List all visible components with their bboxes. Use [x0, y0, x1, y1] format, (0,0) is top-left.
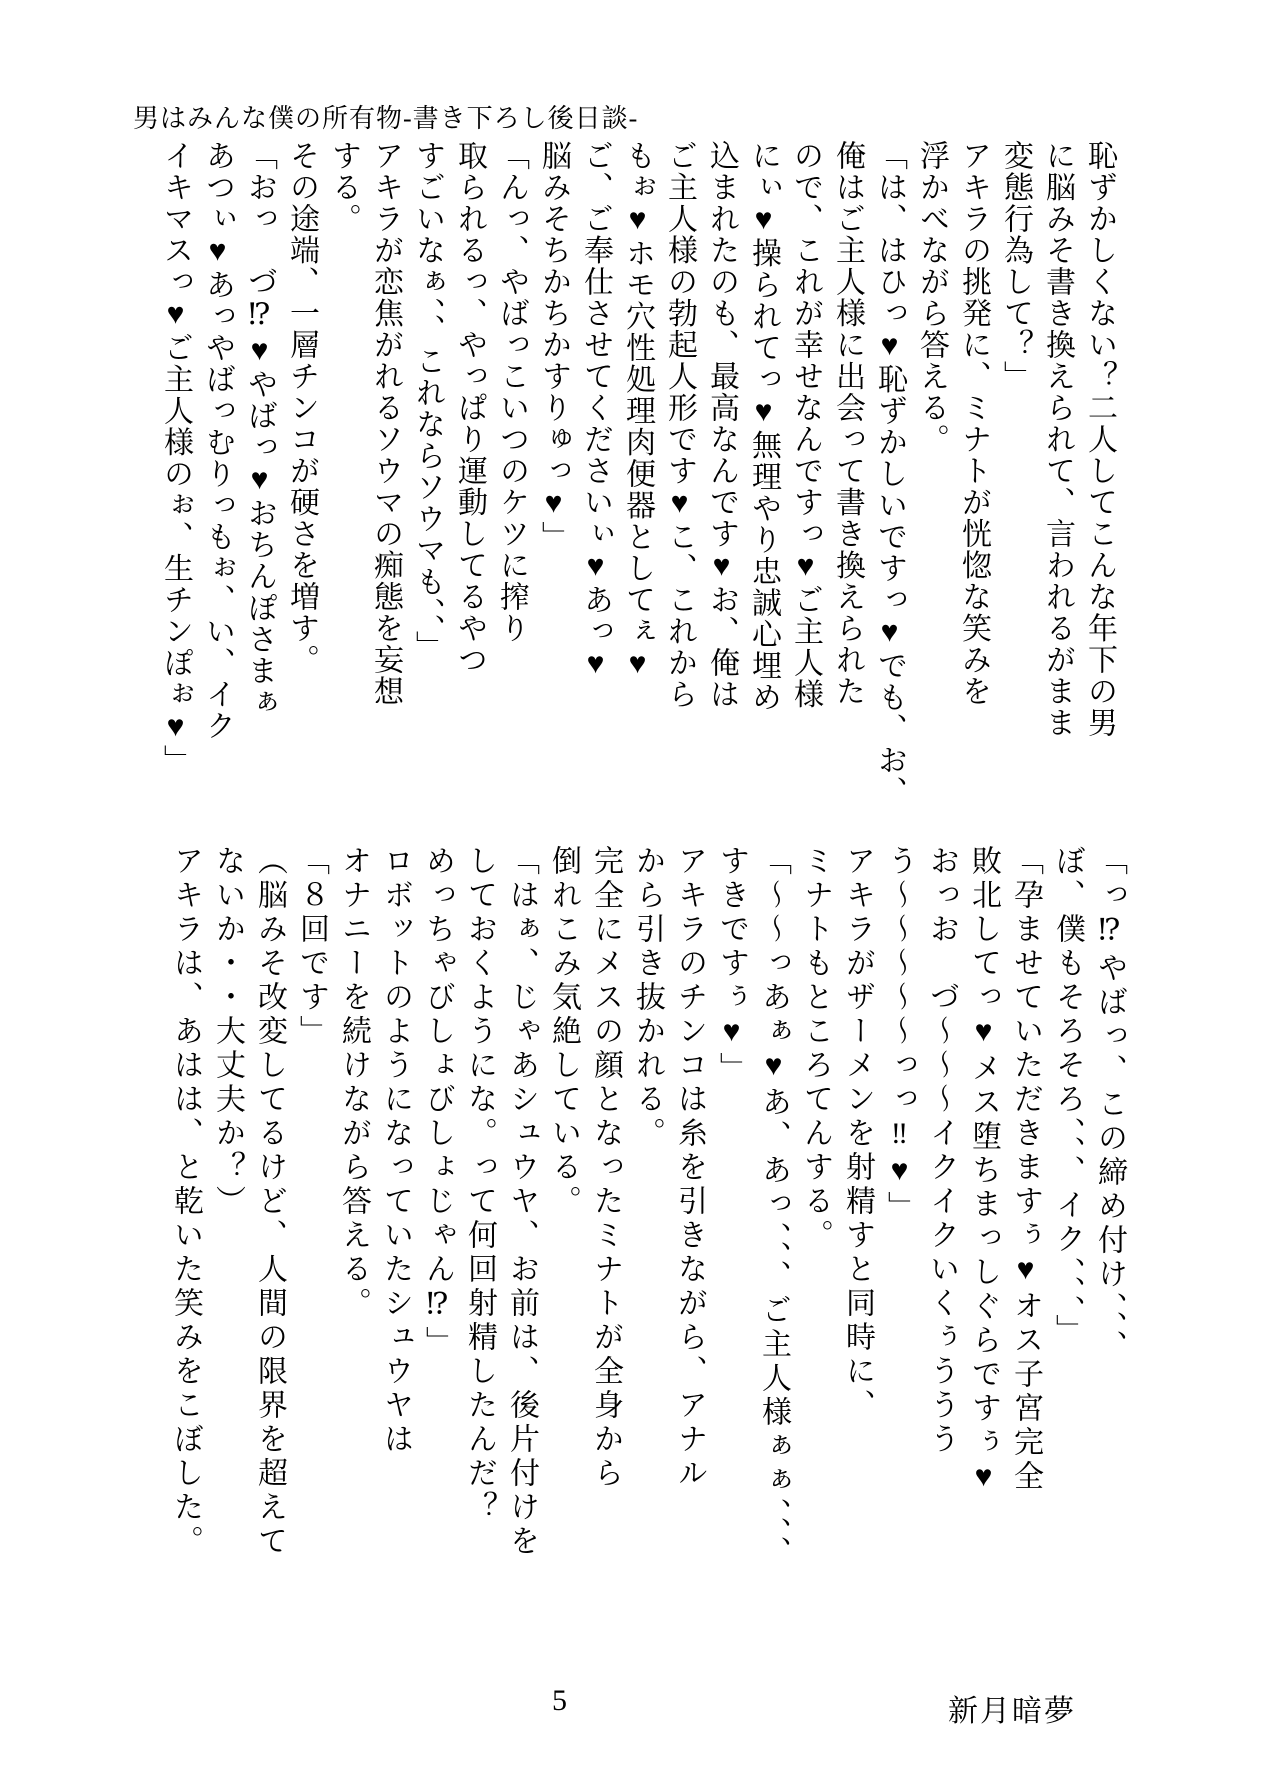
text-column: に脳みそ書き換えられて、言われるがまま [1041, 140, 1074, 739]
text-column: 「っ⁉やばっ、この締め付け、、、 [1093, 845, 1126, 1364]
header-title: 男はみんな僕の所有物-書き下ろし後日談- [133, 104, 639, 133]
text-column: 恥ずかしくない？二人してこんな年下の男 [1083, 140, 1116, 739]
text-column: ので、これが幸せなんですっ♥ご主人様 [789, 140, 822, 710]
text-column: 浮かべながら答える。 [915, 140, 948, 455]
text-column: 完全にメスの顔となったミナトが全身から [589, 845, 622, 1491]
text-column: 取られるっ、やっぱり運動してるやつ [453, 140, 486, 676]
page-number: 5 [552, 1684, 567, 1717]
text-column: アキラのチンコは糸を引きながら、アナル [673, 845, 706, 1491]
text-column: アキラが恋焦がれるソウマの痴態を妄想 [369, 140, 402, 707]
text-column: あつぃ♥あっやばっむりっもぉ、い、イク [201, 140, 234, 742]
text-column: 敗北してっ♥メス堕ちまっしぐらですぅ♥ [967, 845, 1000, 1497]
text-column: う〜〜〜〜〜っっ‼♥」 [883, 845, 916, 1225]
text-column: 脳みそちかちかすりゅっ♥」 [537, 140, 570, 553]
author-name: 新月暗夢 [948, 1695, 1076, 1728]
text-column: すきですぅ♥」 [715, 845, 748, 1086]
text-column: 倒れこみ気絶している。 [547, 845, 580, 1219]
text-column: 俺はご主人様に出会って書き換えられた [831, 140, 864, 707]
top-text-block [154, 140, 1120, 840]
text-column: アキラがザーメンを射精すと同時に、 [841, 845, 874, 1423]
text-column: 「８回です」 [295, 845, 328, 1049]
text-column: 変態行為して？」 [999, 140, 1032, 392]
text-column: ないか・・大丈夫か？） [211, 845, 244, 1219]
text-column: ロボットのようになっていたシュウヤは [379, 845, 412, 1457]
text-column: もぉ♥ホモ穴性処理肉便器としてぇ♥ [621, 140, 654, 682]
text-column: しておくようにな。って何回射精したんだ？ [463, 845, 496, 1525]
text-column: から引き抜かれる。 [631, 845, 664, 1151]
text-column: 「おっ づ⁉♥やばっ♥おちんぽさまぁ [243, 140, 276, 718]
text-column: 「は、はひっ♥恥ずかしいですっ♥でも、お、 [873, 140, 906, 808]
text-column: アキラの挑発に、ミナトが恍惚な笑みを [957, 140, 990, 707]
text-column: ご、ご奉仕させてくださいぃ♥あっ♥ [579, 140, 612, 682]
text-column: 「孕ませていただきますぅ♥オス子宮完全 [1009, 845, 1042, 1494]
text-column: ミナトもところてんする。 [799, 845, 832, 1253]
text-column: すごいなぁ、、これならソウマも、、」 [411, 140, 444, 662]
text-column: 込まれたのも、最高なんです♥お、俺は [705, 140, 738, 710]
text-column: オナニーを続けながら答える。 [337, 845, 370, 1321]
text-column: 「はぁ、じゃあシュウヤ、お前は、後片付けを [505, 845, 538, 1559]
text-column: 「んっ、やばっこいつのケツに搾り [495, 140, 528, 644]
text-column: する。 [327, 140, 360, 235]
text-column: その途端、一層チンコが硬さを増す。 [285, 140, 318, 676]
text-column: イキマスっ♥ご主人様のぉ、生チンぽぉ♥」 [159, 140, 192, 776]
text-column: ぼ、僕もそろそろ、、、イク、、、」 [1051, 845, 1084, 1348]
text-column: ご主人様の勃起人形です♥こ、これから [663, 140, 696, 710]
bottom-text-block [164, 845, 1130, 1690]
text-column: おっお づ〜〜〜イクイクいくぅううう [925, 845, 958, 1457]
text-column: 「〜〜っあぁ♥あ、あっ、、、ご主人様ぁぁ、、、 [757, 845, 790, 1570]
text-column: にぃ♥操られてっ♥無理やり忠誠心埋め [747, 140, 780, 713]
text-column: めっちゃびしょびしょじゃん⁉」 [421, 845, 454, 1360]
text-column: （脳みそ改変してるけど、人間の限界を超えて [253, 845, 286, 1559]
text-column: アキラは、あはは、と乾いた笑みをこぼした。 [169, 845, 202, 1559]
